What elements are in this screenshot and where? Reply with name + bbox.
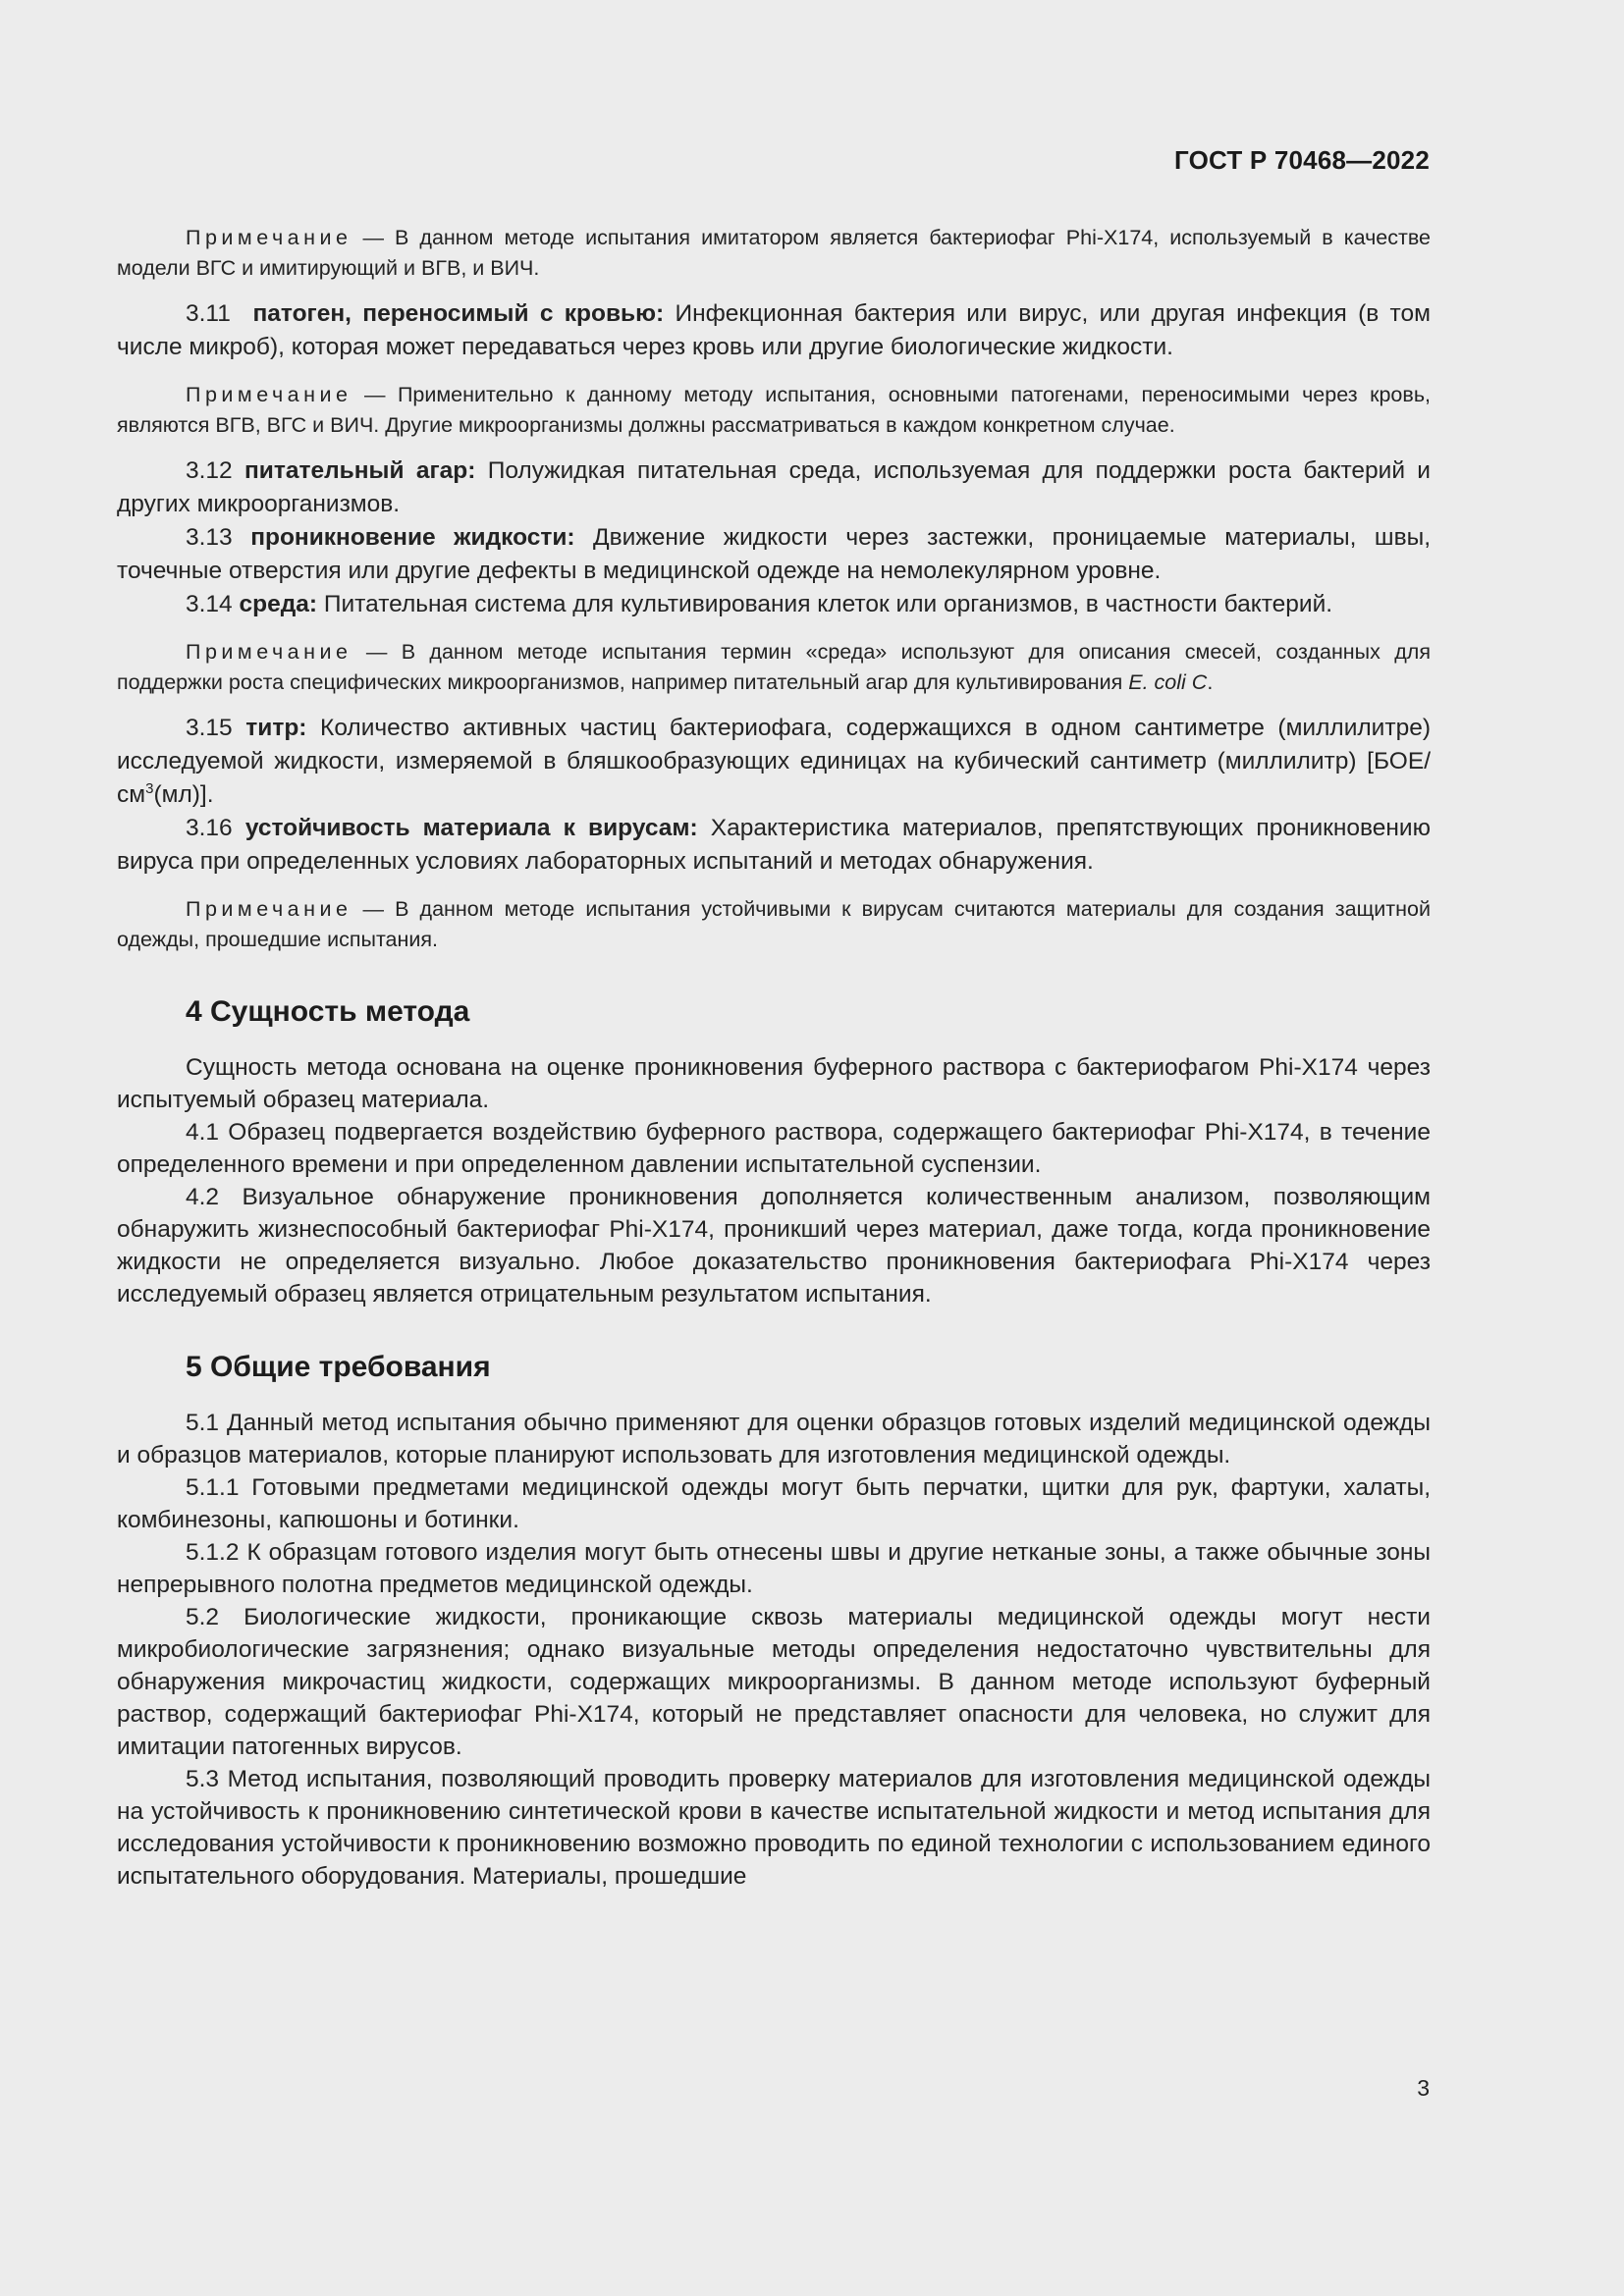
term-name: проникновение жидкости:	[250, 524, 575, 551]
section-5-title: 5 Общие требования	[186, 1351, 491, 1383]
term-definition: Движение жидкости через застежки, проницаемые материалы, швы, точечные отверстия или другие дефекты в медицинской одежде на немолекулярном уровне.	[117, 524, 1431, 584]
page-number: 3	[1417, 2075, 1430, 2101]
term-definition-end: (мл)].	[153, 781, 214, 808]
standard-code-header: ГОСТ Р 70468—2022	[1174, 145, 1430, 175]
note-2	[117, 380, 1431, 441]
term-number: 3.14	[186, 591, 233, 617]
note-3-end: .	[1207, 670, 1214, 694]
section-5-1-2: 5.1.2 К образцам готового изделия могут быть отнесены швы и другие нетканые зоны, а также обычные зоны непрерывного полотна предметов медицинской одежды.	[117, 1539, 1431, 1598]
term-name: патоген, переносимый с кровью:	[252, 300, 665, 327]
note-3	[117, 637, 1431, 698]
note-1	[117, 223, 1431, 284]
section-4-1: 4.1 Образец подвергается воздействию буферного раствора, содержащего бактериофаг Phi-X174, в течение определенного времени и при определенном давлении испытательной суспензии.	[117, 1119, 1431, 1178]
term-definition: Характеристика материалов, препятствующих проникновению вируса при определенных условиях лабораторных испытаний и методах обнаружения.	[117, 815, 1431, 875]
term-name: титр:	[245, 715, 307, 741]
section-4-title: 4 Сущность метода	[186, 995, 470, 1028]
note-label: Примечание	[186, 383, 352, 406]
note-2-text: — Применительно к данному методу испытания, основными патогенами, переносимыми через кровь, являются ВГВ, ВГС и ВИЧ. Другие микроорганизмы должны рассматриваться в каждом конкретном случае.	[117, 383, 1431, 437]
note-3-text: — В данном методе испытания термин «среда» используют для описания смесей, созданных для поддержки роста специфических микроорганизмов, например питательный агар для культивирования	[117, 640, 1431, 694]
section-4-2: 4.2 Визуальное обнаружение проникновения дополняется количественным анализом, позволяющим обнаружить жизнеспособный бактериофаг Phi-X174, проникший через материал, даже тогда, когда проникновение жидкости не определяется визуально. Любое доказательство проникновения бактериофага Phi-X174 через исследуемый образец является отрицательным результатом испытания.	[117, 1184, 1431, 1308]
term-3-12	[117, 454, 1431, 521]
term-3-13	[117, 521, 1431, 588]
term-number: 3.11	[186, 300, 231, 327]
section-5-1-1: 5.1.1 Готовыми предметами медицинской одежды могут быть перчатки, щитки для рук, фартуки, халаты, комбинезоны, капюшоны и ботинки.	[117, 1474, 1431, 1533]
term-number: 3.13	[186, 524, 233, 551]
term-name: среда:	[239, 591, 318, 617]
superscript: 3	[145, 779, 154, 797]
page-content	[117, 223, 1431, 1893]
term-definition: Полужидкая питательная среда, используемая для поддержки роста бактерий и других микроорганизмов.	[117, 457, 1431, 517]
term-3-11	[117, 297, 1431, 364]
term-definition: Количество активных частиц бактериофага, содержащихся в одном сантиметре (миллилитре) исследуемой жидкости, измеряемой в бляшкообразующих единицах на кубический сантиметр (миллилитр) [БОЕ/см	[117, 715, 1431, 808]
note-3-organism: E. coli C	[1128, 670, 1208, 694]
term-number: 3.16	[186, 815, 233, 841]
term-3-14	[117, 588, 1431, 621]
term-number: 3.12	[186, 457, 233, 484]
note-label: Примечание	[186, 640, 352, 664]
term-name: питательный агар:	[244, 457, 476, 484]
note-4	[117, 894, 1431, 955]
section-5-1: 5.1 Данный метод испытания обычно применяют для оценки образцов готовых изделий медицинской одежды и образцов материалов, которые планируют использовать для изготовления медицинской одежды.	[117, 1410, 1431, 1468]
note-1-text: — В данном методе испытания имитатором является бактериофаг Phi-X174, используемый в качестве модели ВГС и имитирующий и ВГВ, и ВИЧ.	[117, 226, 1431, 280]
section-4-intro: Сущность метода основана на оценке проникновения буферного раствора с бактериофагом Phi-X174 через испытуемый образец материала.	[117, 1054, 1431, 1113]
note-4-text: — В данном методе испытания устойчивыми к вирусам считаются материалы для создания защитной одежды, прошедшие испытания.	[117, 897, 1431, 951]
term-name: устойчивость материала к вирусам:	[244, 815, 698, 841]
note-label: Примечание	[186, 226, 352, 249]
section-5-2: 5.2 Биологические жидкости, проникающие сквозь материалы медицинской одежды могут нести микробиологические загрязнения; однако визуальные методы определения недостаточно чувствительны для обнаружения микрочастиц жидкости, содержащих микроорганизмы. В данном методе используют буферный раствор, содержащий бактериофаг Phi-X174, который не представляет опасности для человека, но служит для имитации патогенных вирусов.	[117, 1604, 1431, 1760]
note-label: Примечание	[186, 897, 352, 921]
section-5-3: 5.3 Метод испытания, позволяющий проводить проверку материалов для изготовления медицинской одежды на устойчивость к проникновению синтетической крови в качестве испытательной жидкости и метод испытания для исследования устойчивости к проникновению возможно проводить по единой технологии с использованием единого испытательного оборудования. Материалы, прошедшие	[117, 1766, 1431, 1890]
term-definition: Инфекционная бактерия или вирус, или другая инфекция (в том числе микроб), которая может передаваться через кровь или другие биологические жидкости.	[117, 300, 1431, 360]
term-number: 3.15	[186, 715, 233, 741]
term-definition: Питательная система для культивирования клеток или организмов, в частности бактерий.	[317, 591, 1333, 617]
term-3-15	[117, 712, 1431, 812]
term-3-16	[117, 812, 1431, 879]
